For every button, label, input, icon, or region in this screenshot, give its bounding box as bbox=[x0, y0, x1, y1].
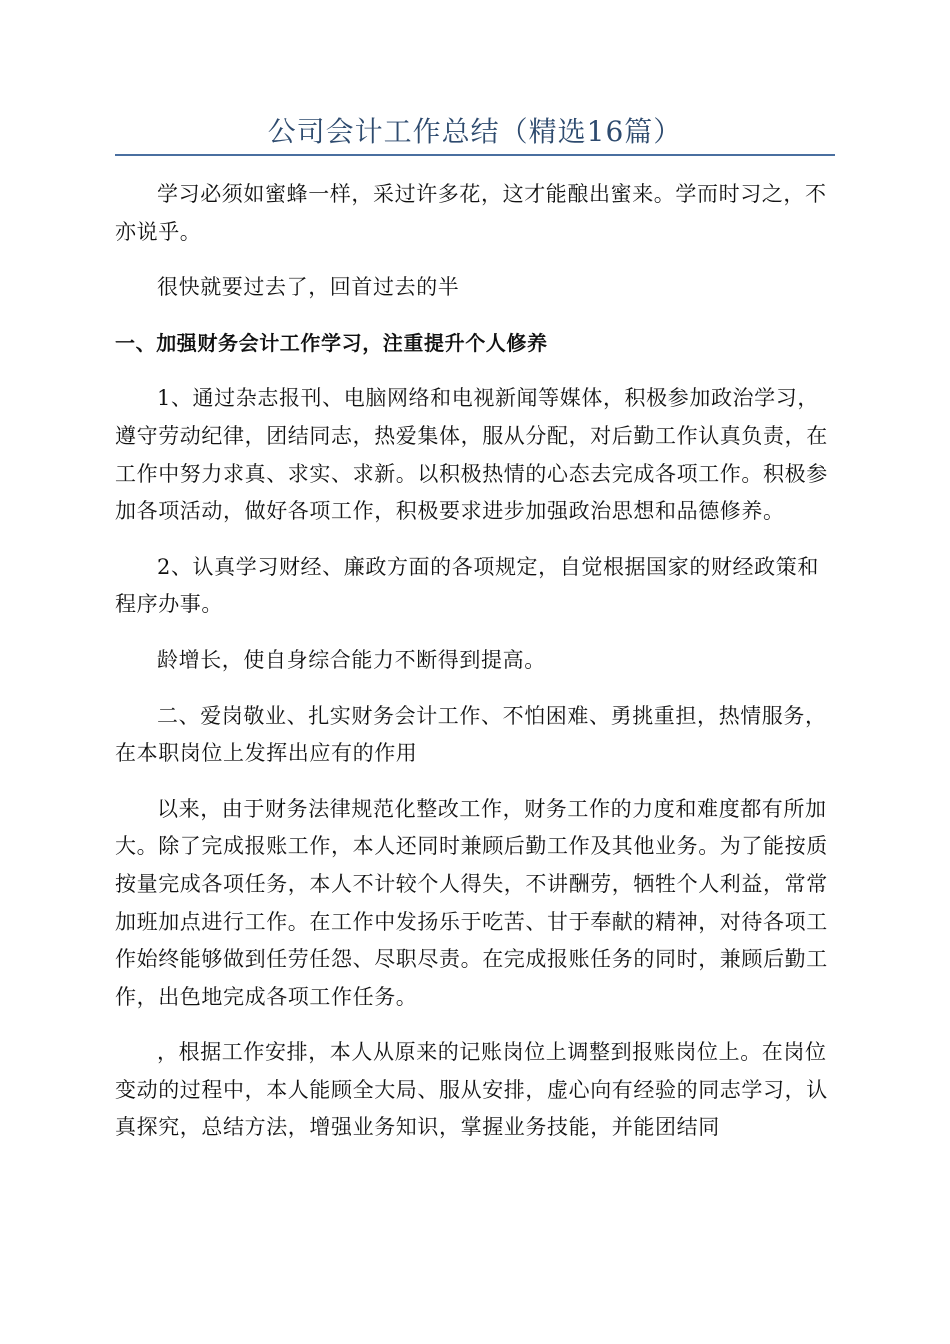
paragraph-item-1: 1、通过杂志报刊、电脑网络和电视新闻等媒体，积极参加政治学习，遵守劳动纪律，团结同志，热爱集体，服从分配，对后勤工作认真负责，在工作中努力求真、求实、求新。以积极热情的心态去完成各项工作。积极参加各项活动，做好各项工作，积极要求进步加强政治思想和品德修养。 bbox=[115, 386, 828, 524]
title-underline-divider bbox=[115, 154, 835, 156]
paragraph-item-2: 2、认真学习财经、廉政方面的各项规定，自觉根据国家的财经政策和程序办事。 bbox=[115, 554, 819, 617]
section-heading-1: 一、加强财务会计工作学习，注重提升个人修养 bbox=[115, 330, 548, 355]
paragraph-review-opening: 很快就要过去了，回首过去的半 bbox=[157, 275, 460, 300]
document-body bbox=[115, 176, 833, 1147]
paragraph-workload: 以来，由于财务法律规范化整改工作，财务工作的力度和难度都有所加大。除了完成报账工作，本人还同时兼顾后勤工作及其他业务。为了能按质按量完成各项任务，本人不计较个人得失，不讲酬劳，牺牲个人利益，常常加班加点进行工作。在工作中发扬乐于吃苦、甘于奉献的精神，对待各项工作始终能够做到任劳任怨、尽职尽责。在完成报账任务的同时，兼顾后勤工作，出色地完成各项工作任务。 bbox=[115, 796, 828, 1009]
paragraph-growth: 龄增长，使自身综合能力不断得到提高。 bbox=[157, 647, 546, 672]
section-heading-2: 二、爱岗敬业、扎实财务会计工作、不怕困难、勇挑重担，热情服务，在本职岗位上发挥出应有的作用 bbox=[115, 703, 827, 766]
paragraph-intro-quote: 学习必须如蜜蜂一样，采过许多花，这才能酿出蜜来。学而时习之，不亦说乎。 bbox=[115, 182, 827, 244]
document-title: 公司会计工作总结（精选16篇） bbox=[267, 115, 683, 148]
paragraph-post-change: ，根据工作安排，本人从原来的记账岗位上调整到报账岗位上。在岗位变动的过程中，本人能顾全大局、服从安排，虚心向有经验的同志学习，认真探究，总结方法，增强业务知识，掌握业务技能，并能团结同 bbox=[115, 1040, 828, 1140]
